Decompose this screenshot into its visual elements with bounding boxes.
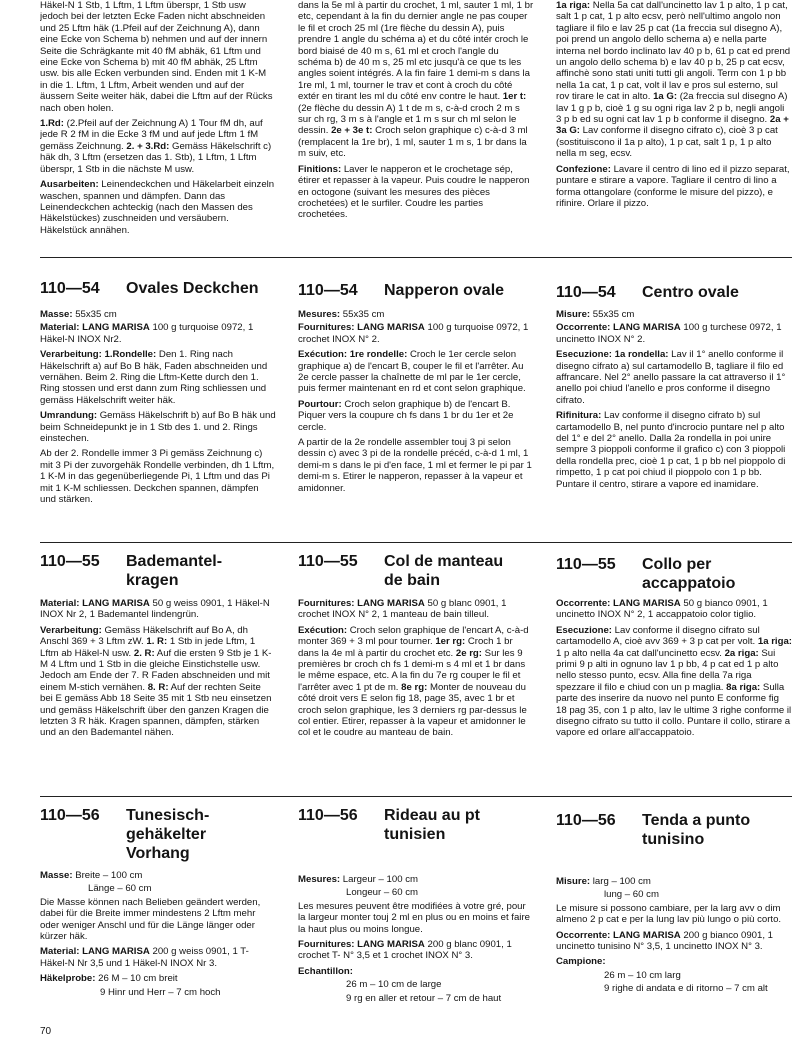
divider-3 — [40, 796, 792, 797]
top-de-finishing: Ausarbeiten: Leinendeckchen und Häkelarbeit einzeln waschen, spannen und dämpfen. Dann das Leinendeckchen achteckig (nach den Massen des Häkelstückes) zuschneiden und versäubern. Häkelstück annähen. — [40, 179, 275, 236]
s56-it-title: 110—56 Tenda a punto tunisino — [556, 812, 751, 848]
top-fr-finishing: Finitions: Laver le napperon et le crochetage sép, étirer et repasser à la vapeur. Puis coudre le napperon en octogone (suivant les mesures des pièces crochetées) et le surfiler. Coudre les parties crochetées. — [298, 163, 530, 221]
s56-fr-body: Mesures: Largeur – 100 cm Longeur – 60 cm Les mesures peuvent être modifiées à votre gré, pour la largeur monter touj 2 ml en plus ou en moins et faire la haut plus ou moins longue. Fournitures: LANG MARISA 200 g blanc 0901, 1 crochet T- N° 3,5 et 1 crochet INOX N° 3. Echantillon: 26 m – 10 cm de large 9 rg en aller et retour – 7 cm de haut — [298, 874, 530, 1004]
s54-fr-title: 110—54 Napperon ovale — [298, 282, 505, 299]
top-de-p1: Häkel-N 1 Stb, 1 Lftm, 1 Lftm überspr, 1 Stb usw jedoch bei der letzten Ecke Faden nicht abschneiden und 25 Lftm häk (1.Pfeil auf der Zeichnung A), dann eine Ecke von Schema b) nehmen und auf der innern Seite die Schrägkante mit 40 fM abhäk, 61 Lftm und eine Ecke von Schema b) mit 40 fM abhäk, 25 Lftm usw. bis alle Ecken verbunden sind. Enden mit 1 K-M in die 1. Lftm, 1 Lftm, Arbeit wenden und auf der äussern Seite weiter häk, dabei die Lftm auf der Rücks nach oben holen. — [40, 0, 273, 114]
s54-it-title: 110—54 Centro ovale — [556, 284, 739, 301]
top-de-round1: 1.Rd: (2.Pfeil auf der Zeichnung A) 1 Tour fM dh, auf jede R 2 fM in die Ecke 3 fM und auf jede Lftm 1 fM gemäss Zeichnung. 2. + 3.Rd: Gemäss Häkelschrift c) häk dh, 3 Lftm (ersetzen das 1. Stb), 1 Lftm, 1 Lftm überspr, 1 Stb in die nächste M usw. — [40, 118, 272, 175]
top-de-column — [40, 0, 276, 250]
s55-de-title: 110—55 Bademantel-kragen — [40, 553, 223, 589]
top-it-finishing: Confezione: Lavare il centro di lino ed il pizzo separat, puntare e stirare a vapore. Tagliare il centro di lino a forma ottangolare (conforme le misure del pizzo), e rifinire. Orlare il pizzo. — [556, 163, 790, 209]
s55-fr-body: Fournitures: LANG MARISA 50 g blanc 0901, 1 crochet INOX N° 2, 1 manteau de bain tilleul. Exécution: Croch selon graphique de l'encart A, c-à-d monter 369 + 3 ml pour tourner. 1er rg: Croch 1 br dans la 4e ml à partir du crochet etc. 2e rg: Sur les 9 premières br croch ch fs 1 demi-m s 4 ml et 1 br dans le même espace, etc. A la fin du 7e rg couper le fil et l'arrêter avec 1 pt de m. 8e rg: Monter de nouveau du côté droit vers E selon fig 18, page 35, avec 1 br et croch selon graphique, les 3 derniers rg par-dessus le col entier. Etirer, repasser à la vapeur et amidonner le col et le coudre au manteau de bain. — [298, 598, 529, 739]
top-it-column — [556, 0, 792, 250]
s54-de-title: 110—54 Ovales Deckchen — [40, 280, 259, 297]
top-it-p1: 1a riga: Nella 5a cat dall'uncinetto lav 1 p alto, 1 p cat, salt 1 p cat, 1 p alto ecsv, però nell'ultimo angolo non tagliare il filo e lav 25 p cat (1a freccia sul disegno A), poi prend un angolo dello schema a) e nella parte interna nel bordo inclinato lav 40 p b, 61 p cat ed prend un angolo dello schema b) e lav 40 p b, 25 p cat ecsv, affinchè sono stati uniti tutti gli angoli. Term con 1 p bb nella 1a cat, 1 p cat, volt il lav e pros sul esterno, sul rov tirare le cat in alto. 1a G: (2a freccia sul disegno A) lav 1 g p b, cioè 1 g su ogni riga lav 2 p b, negli angoli 3 p b ed su ogni cat lav 1 p b conforme il disegno. 2a + 3a G: Lav conforme il disegno cifrato c), cioè 3 p cat (sostituiscono il 1a p alto), 1 p cat, salt 1 p, 1 p alto nella m seg, ecsv. — [556, 0, 791, 160]
divider-1 — [40, 257, 792, 258]
s56-fr-title: 110—56 Rideau au pt tunisien — [298, 807, 481, 843]
s56-de-body: Masse: Breite – 100 cm Länge – 60 cm Die Masse können nach Belieben geändert werden, dabei für die Breite immer mindestens 2 Lftm mehr oder weniger Anschl und für die Länge länger oder kürzer häk. Material: LANG MARISA 200 g weiss 0901, 1 T-Häkel-N Nr 3,5 und 1 Häkel-N INOX Nr 3. Häkelprobe: 26 M – 10 cm breit 9 Hinr und Herr – 7 cm hoch — [40, 870, 261, 998]
s55-fr-title: 110—55 Col de manteau de bain — [298, 553, 504, 589]
s54-fr-body: Mesures: 55x35 cm Fournitures: LANG MARISA 100 g turquoise 0972, 1 crochet INOX N° 2. Exécution: 1re rondelle: Croch le 1er cercle selon graphique a) de l'encart B, couper le fil et l'arrêter. Au 2e cercle passer la chaînette de ml par le 1er cercle, puis fermer maintenant en rd et cont selon graphique. Pourtour: Croch selon graphique b) de l'encart B. Piquer vers la coupure ch fs dans 1 br du 1er et 2e cercle. A partir de la 2e rondelle assembler touj 3 pi selon dessin c) avec 3 pi de la rondelle précéd, c-à-d 1 ml, 1 demi-m s dans le pi d'en face, 1 ml et fermer le pi par 1 demi-m s. Etirer le napperon, repasser à la vapeur et amidonner. — [298, 309, 532, 494]
s56-de-title: 110—56 Tunesisch-gehäkelter Vorhang — [40, 807, 210, 862]
s55-it-body: Occorrente: LANG MARISA 50 g bianco 0901, 1 uncinetto INOX N° 2, 1 accappatoio color tiglio. Esecuzione: Lav conforme il disegno cifrato sul cartamodello A, cioè avv 369 + 3 p cat per volt. 1a riga: 1 p alto nella 4a cat dall'uncinetto ecsv. 2a riga: Sui primi 9 p alti in ognuno lav 1 p bb, 4 p cat ed 1 p alto nello stesso punto, ecsv. Alla fine della 7a riga spezzare il filo e chiud con un p maglia. 8a riga: Sulla parte des inserire da nuovo nel punto E conforme fig 18 pag 35, con 1 p alto, lav le ultime 3 righe conforme il disegno cifrato su tutto il collo. Puntare il collo, stirare a vapore ed orlare all'accappatoio. — [556, 598, 792, 739]
top-fr-p1: dans la 5e ml à partir du crochet, 1 ml, sauter 1 ml, 1 br etc, cependant à la fin du dernier angle ne pas couper le fil et croch 25 ml (1re flèche du dessin A), puis prendre 1 angle du schéma a) et du côté intér croch le bord biaisé de 40 m s, 61 ml et croch l'angle du schéma b) de 40 m s, 25 ml etc jusqu'à ce que ts les angles soient intégrés. A la fin faire 1 demi-m s dans la 1re ml, 1 ml, tourner le trav et cont à croch du côté extér en tirant les ml du côté env contre le haut. 1er t: (2e flèche du dessin A) 1 t de m s, c-à-d croch 2 m s sur ch rg, 3 m s à l'angle et 1 m s sur ch ml selon le dessin. 2e + 3e t: Croch selon graphique c) c-à-d 3 ml (remplacent la 1re br), 1 ml, sauter 1 m s, 1 br dans la m suiv, etc. — [298, 0, 534, 160]
s55-it-title: 110—55 Collo per accappatoio — [556, 556, 736, 592]
top-fr-column — [298, 0, 534, 250]
page-number: 70 — [40, 1026, 52, 1037]
s56-it-body: Misure: larg – 100 cm lung – 60 cm Le misure si possono cambiare, per la larg avv o dim almeno 2 p cat e per la lung lav più lungo o più corto. Occorrente: LANG MARISA 200 g bianco 0901, 1 uncinetto tunisino N° 3,5, 1 uncinetto INOX N° 3. Campione: 26 m – 10 cm larg 9 righe di andata e di ritorno – 7 cm alt — [556, 876, 782, 995]
s54-de-body: Masse: 55x35 cm Material: LANG MARISA 100 g turquoise 0972, 1 Häkel-N INOX Nr2. Verarbeitung: 1.Rondelle: Den 1. Ring nach Häkelschrift a) auf Bo B häk, Faden abschneiden und vernähen. Beim 2. Ring die Lftm-Kette durch den 1. Ring stossen und erst dann zum Ring schliessen und gemäss Häkelschrift weiter häk. Umrandung: Gemäss Häkelschrift b) auf Bo B häk und beim Schneidepunkt je in 1 Stb des 1. und 2. Rings einstechen. Ab der 2. Rondelle immer 3 Pi gemäss Zeichnung c) mit 3 Pi der zuvorgehäk Rondelle verbinden, dh 1 Lftm, 1 K-M in das gegenüberliegende Pi, 1 Lftm und das Pi mit 1 K-M schliessen. Deckchen spannen, dämpfen und stärken. — [40, 309, 276, 506]
s54-it-body: Misure: 55x35 cm Occorrente: LANG MARISA 100 g turchese 0972, 1 uncinetto INOX N° 2. Esecuzione: 1a rondella: Lav il 1° anello conforme il disegno cifrato a) sul cartamodello B, tagliare il filo ed affrancare. Nel 2° anello passare la cat attraverso il 1° anello poi chiud l'anello e pros conforme il disegno cifrato. Rifinitura: Lav conforme il disegno cifrato b) sul cartamodello B, nel punto d'incrocio puntare nel p alto del 1° e del 2° anello. Dalla 2a rondella in poi unire sempre 3 pioppoli conforme il grafico c) con 3 pioppoli della rondella prec, cioè 1 p cat, 1 p bb nel pioppolo di rimpetto, 1 p cat poi chiud il pioppolo con 1 p bb. Puntare il centro, stirare a vapore ed inamidare. — [556, 309, 786, 490]
divider-2 — [40, 542, 792, 543]
s55-de-body: Material: LANG MARISA 50 g weiss 0901, 1 Häkel-N INOX Nr 2, 1 Bademantel lindengrün. Verarbeitung: Gemäss Häkelschrift auf Bo A, dh Anschl 369 + 3 Lftm zW. 1. R: 1 Stb in jede Lftm, 1 Lftm ab Häkel-N usw. 2. R: Auf die ersten 9 Stb je 1 K-M 4 Lftm und 1 Stb in die gleiche Einstichstelle usw. Jedoch am Ende der 7. R Faden abschneiden und mit einem M-stich vernähen. 8. R: Auf der rechten Seite bei E gemäss Abb 18 Seite 35 mit 1 Stb neu einsetzen und gemäss Häkelschrift über den ganzen Kragen die letzten 3 R häk. Kragen spannen, dämpfen, stärken und an den Bademantel nähen. — [40, 598, 272, 739]
